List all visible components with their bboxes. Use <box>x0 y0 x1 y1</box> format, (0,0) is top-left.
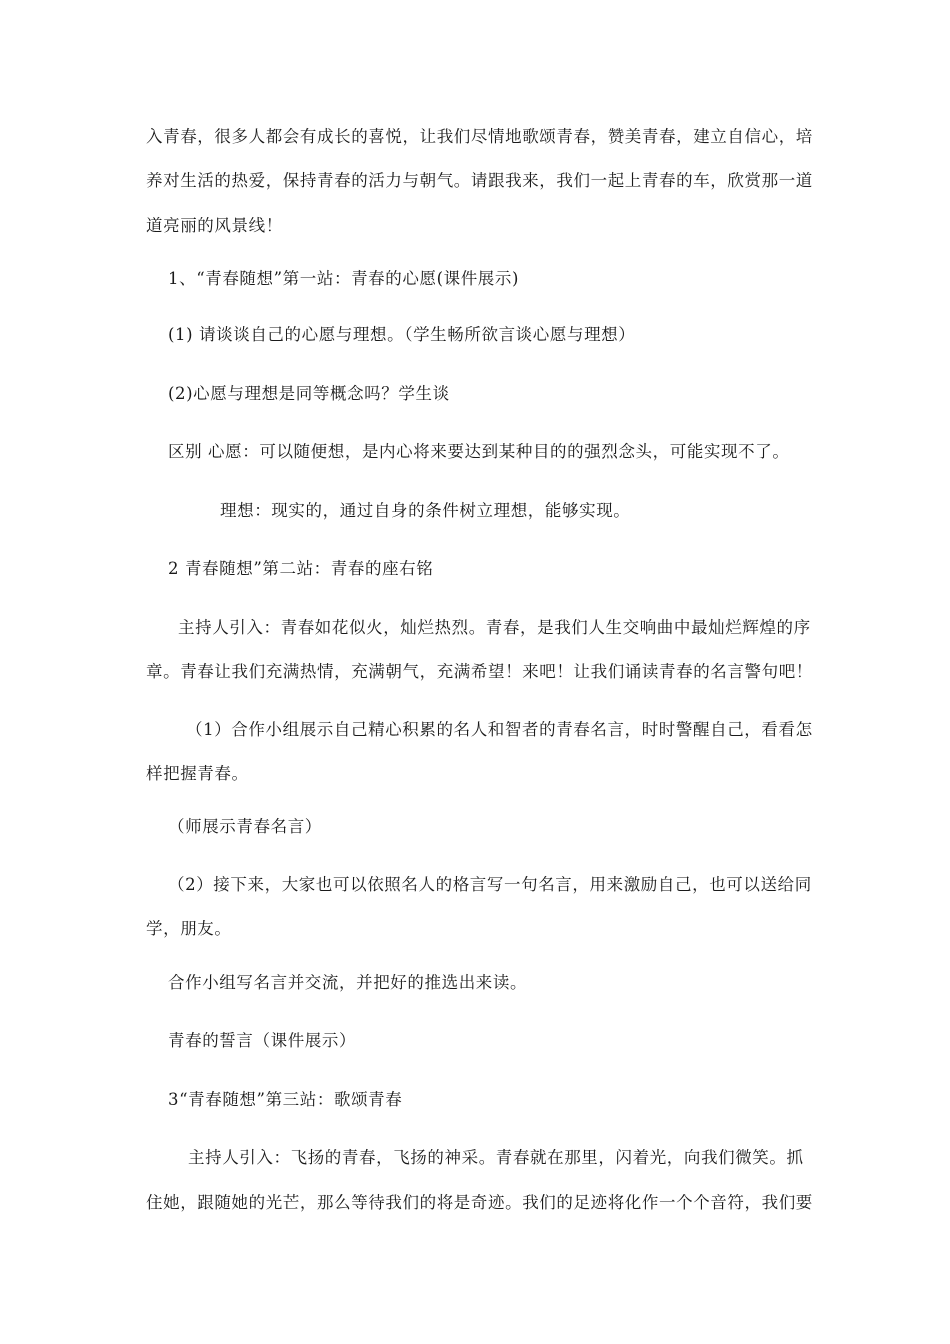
paragraph-line: 青春的誓言（课件展示） <box>168 1031 357 1050</box>
paragraph-line: 住她，跟随她的光芒，那么等待我们的将是奇迹。我们的足迹将化作一个个音符，我们要 <box>146 1193 813 1212</box>
section-heading: 1、“青春随想”第一站：青春的心愿(课件展示) <box>168 269 520 288</box>
paragraph-line: 入青春，很多人都会有成长的喜悦，让我们尽情地歌颂青春，赞美青春，建立自信心，培 <box>146 127 813 146</box>
paragraph-line: (2)心愿与理想是同等概念吗？学生谈 <box>168 384 450 403</box>
paragraph-line: 养对生活的热爱，保持青春的活力与朝气。请跟我来，我们一起上青春的车，欣赏那一道 <box>146 171 813 190</box>
paragraph-line: 道亮丽的风景线！ <box>146 216 283 235</box>
paragraph-line: （师展示青春名言） <box>168 817 322 836</box>
paragraph-line: 主持人引入：飞扬的青春，飞扬的神采。青春就在那里，闪着光，向我们微笑。抓 <box>188 1148 804 1167</box>
paragraph-line: 区别 心愿：可以随便想，是内心将来要达到某种目的的强烈念头，可能实现不了。 <box>168 442 790 461</box>
paragraph-line: （1）合作小组展示自己精心积累的名人和智者的青春名言，时时警醒自己，看看怎 <box>186 720 813 739</box>
paragraph-line: 理想：现实的，通过自身的条件树立理想，能够实现。 <box>220 501 631 520</box>
paragraph-line: （2）接下来，大家也可以依照名人的格言写一句名言，用来激励自己，也可以送给同 <box>168 875 812 894</box>
paragraph-line: 合作小组写名言并交流，并把好的推选出来读。 <box>168 973 528 992</box>
section-heading: 3“青春随想”第三站：歌颂青春 <box>168 1090 403 1109</box>
paragraph-line: 样把握青春。 <box>146 764 249 783</box>
paragraph-line: (1) 请谈谈自己的心愿与理想。（学生畅所欲言谈心愿与理想） <box>168 325 636 344</box>
paragraph-line: 主持人引入：青春如花似火，灿烂热烈。青春，是我们人生交响曲中最灿烂辉煌的序 <box>178 618 811 637</box>
paragraph-line: 章。青春让我们充满热情，充满朝气，充满希望！来吧！让我们诵读青春的名言警句吧！ <box>146 662 813 681</box>
paragraph-line: 学，朋友。 <box>146 919 232 938</box>
section-heading: 2 青春随想”第二站：青春的座右铭 <box>168 559 434 578</box>
